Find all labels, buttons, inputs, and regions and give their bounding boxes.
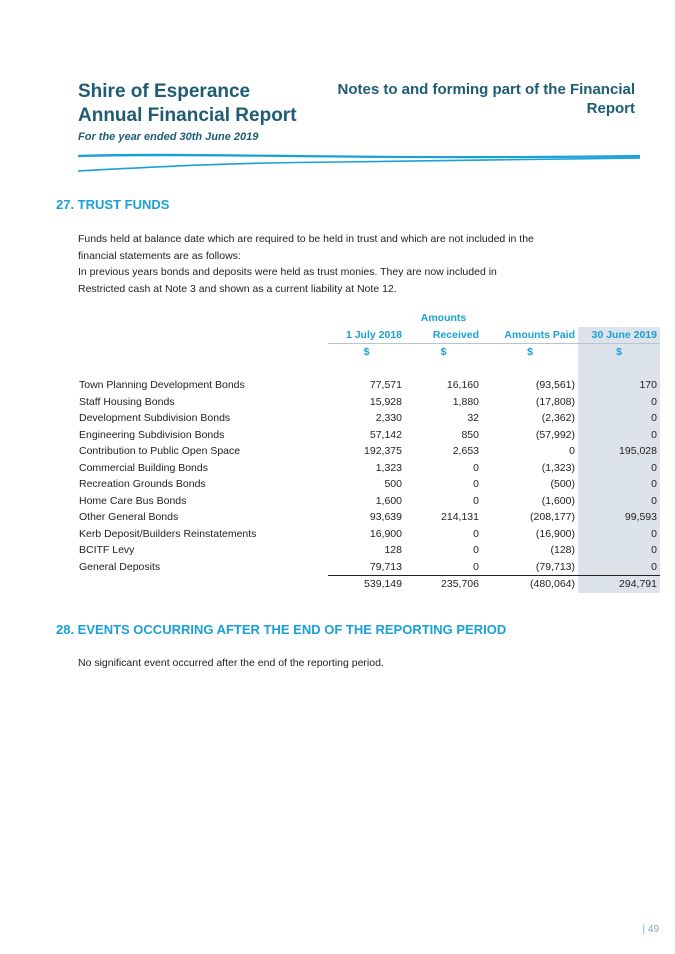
col-closing-header: 30 June 2019 — [578, 327, 660, 344]
row-closing: 0 — [578, 559, 660, 576]
row-received: 0 — [473, 527, 479, 540]
row-label: Kerb Deposit/Builders Reinstatements — [79, 527, 257, 540]
header-right — [305, 80, 635, 118]
row-paid: (57,992) — [535, 428, 575, 441]
row-received: 2,653 — [452, 445, 479, 457]
table-header-row-2 — [76, 327, 660, 344]
section-28-heading: 28. EVENTS OCCURRING AFTER THE END OF THE REPORTING PERIOD — [56, 622, 507, 637]
trust-funds-table — [76, 310, 660, 593]
row-closing: 99,593 — [578, 509, 660, 526]
org-name: Shire of Esperance — [78, 81, 251, 102]
row-closing: 0 — [578, 427, 660, 444]
unit-col1: $ — [328, 344, 405, 361]
row-closing: 0 — [578, 394, 660, 411]
row-paid: (500) — [550, 478, 575, 490]
row-opening: 77,571 — [369, 379, 402, 391]
row-received: 0 — [473, 494, 479, 507]
row-paid: (79,713) — [535, 560, 575, 573]
row-closing: 195,028 — [578, 443, 660, 460]
unit-col4: $ — [578, 344, 660, 361]
row-opening: 192,375 — [364, 445, 402, 457]
para1-line2: financial statements are as follows: — [78, 249, 241, 262]
unit-col2: $ — [405, 344, 482, 361]
row-closing: 170 — [578, 377, 660, 394]
row-paid: (2,362) — [541, 412, 575, 424]
row-label: Commercial Building Bonds — [79, 461, 208, 474]
report-title: Annual Financial Report — [78, 105, 297, 126]
row-paid: (93,561) — [535, 379, 575, 391]
row-opening: 1,323 — [375, 461, 402, 474]
row-received: 1,880 — [452, 395, 479, 408]
row-closing: 0 — [578, 460, 660, 477]
row-received: 0 — [473, 560, 479, 573]
col-opening-header: 1 July 2018 — [345, 328, 402, 341]
row-paid: (208,177) — [530, 511, 575, 523]
total-closing: 294,791 — [578, 576, 660, 593]
totals-label — [76, 576, 328, 593]
row-received: 32 — [467, 412, 479, 424]
row-paid: (1,600) — [541, 494, 575, 507]
table-row — [76, 526, 660, 543]
row-paid: (128) — [550, 544, 575, 556]
notes-title-line2: Report — [586, 100, 635, 117]
header-left — [78, 80, 297, 143]
row-label: General Deposits — [79, 560, 161, 573]
units-row — [76, 344, 660, 361]
table-row — [76, 427, 660, 444]
para1-line1: Funds held at balance date which are required to be held in trust and which are not included in the — [78, 233, 534, 245]
row-label: BCITF Levy — [79, 544, 135, 556]
row-closing: 0 — [578, 476, 660, 493]
row-label: Contribution to Public Open Space — [79, 445, 241, 457]
row-label: Other General Bonds — [79, 511, 179, 523]
table-row — [76, 493, 660, 510]
row-label: Engineering Subdivision Bonds — [79, 428, 225, 441]
events-text: No significant event occurred after the end of the reporting period. — [78, 657, 384, 669]
row-received: 0 — [473, 544, 479, 556]
row-paid: (17,808) — [535, 395, 575, 408]
table-row — [76, 443, 660, 460]
notes-title-line1: Notes to and forming part of the Financial — [337, 81, 635, 98]
col-paid-header: Amounts Paid — [504, 328, 575, 341]
para2-line1: In previous years bonds and deposits were held as trust monies. They are now included in — [78, 266, 497, 278]
row-received: 16,160 — [446, 379, 479, 391]
row-closing: 0 — [578, 493, 660, 510]
row-opening: 57,142 — [369, 428, 402, 441]
table-row — [76, 559, 660, 576]
row-paid: 0 — [569, 445, 575, 457]
col-received-line1: Amounts — [420, 312, 467, 324]
row-closing: 0 — [578, 526, 660, 543]
table-row — [76, 542, 660, 559]
page-number: | 49 — [642, 924, 659, 935]
row-paid: (1,323) — [541, 461, 575, 474]
col-received-line2: Received — [432, 328, 479, 341]
total-received: 235,706 — [405, 576, 482, 593]
decorative-wave — [78, 150, 640, 176]
row-label: Staff Housing Bonds — [79, 395, 175, 408]
row-received: 0 — [473, 461, 479, 474]
unit-col3: $ — [482, 344, 578, 361]
report-period: For the year ended 30th June 2019 — [78, 131, 259, 143]
row-label: Development Subdivision Bonds — [79, 412, 231, 424]
table-row — [76, 377, 660, 394]
table-row — [76, 509, 660, 526]
row-opening: 79,713 — [369, 560, 402, 573]
row-received: 214,131 — [441, 511, 479, 523]
para2-line2: Restricted cash at Note 3 and shown as a current liability at Note 12. — [78, 282, 397, 295]
spacer-row — [76, 361, 660, 378]
row-label: Town Planning Development Bonds — [79, 379, 245, 391]
totals-row — [76, 576, 660, 593]
table-row — [76, 394, 660, 411]
row-opening: 15,928 — [369, 395, 402, 408]
row-closing: 0 — [578, 542, 660, 559]
row-paid: (16,900) — [535, 527, 575, 540]
table-row — [76, 476, 660, 493]
row-opening: 128 — [384, 544, 402, 556]
total-opening: 539,149 — [328, 576, 405, 593]
table-header-row-1 — [76, 310, 660, 327]
row-label: Recreation Grounds Bonds — [79, 478, 206, 490]
table-row — [76, 460, 660, 477]
table-row — [76, 410, 660, 427]
row-opening: 1,600 — [375, 494, 402, 507]
row-closing: 0 — [578, 410, 660, 427]
trust-funds-description — [78, 231, 598, 297]
row-opening: 2,330 — [375, 412, 402, 424]
row-received: 850 — [461, 428, 479, 441]
row-label: Home Care Bus Bonds — [79, 494, 187, 507]
row-opening: 16,900 — [369, 527, 402, 540]
row-received: 0 — [473, 478, 479, 490]
total-paid: (480,064) — [482, 576, 578, 593]
row-opening: 93,639 — [369, 511, 402, 523]
section-27-heading: 27. TRUST FUNDS — [56, 197, 170, 212]
row-opening: 500 — [384, 478, 402, 490]
